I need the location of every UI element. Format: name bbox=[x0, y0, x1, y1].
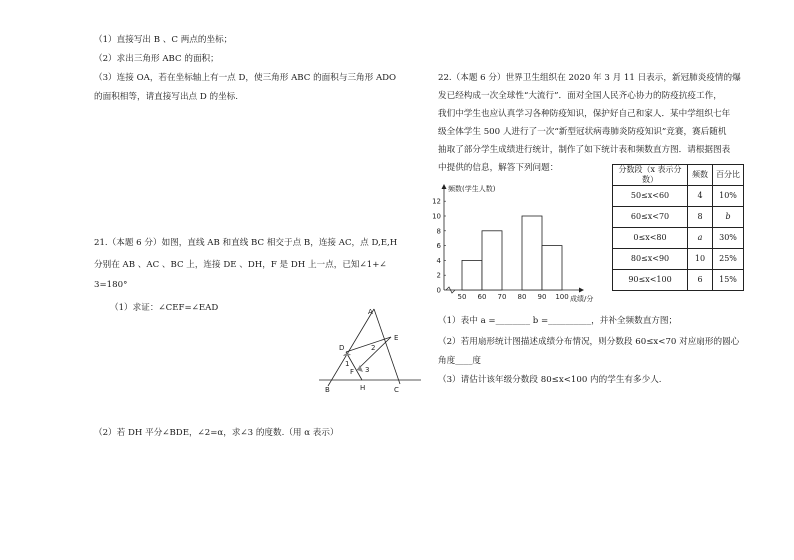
table-header-cell: 分数段（x 表示分数） bbox=[613, 165, 688, 186]
label-f: F bbox=[350, 368, 355, 376]
line-ac bbox=[374, 309, 400, 384]
q22-sub1: （1）表中 a =________ b =__________，并补全频数直方图； bbox=[438, 316, 678, 326]
y-tick-label: 0 bbox=[436, 286, 441, 295]
q21-part2: （2）若 DH 平分∠BDE，∠2=α，求∠3 的度数.（用 α 表示） bbox=[94, 428, 339, 438]
histogram-bar bbox=[542, 246, 562, 290]
table-row bbox=[613, 249, 744, 270]
table-cell: 4 bbox=[688, 186, 713, 207]
table-cell: 60≤x<70 bbox=[613, 207, 688, 228]
q22-sub2: （2）若用扇形统计图描述成绩分布情况，则分数段 60≤x<70 对应扇形的圆心 bbox=[438, 337, 740, 347]
label-angle-1: 1 bbox=[345, 360, 350, 368]
q20-part3-cont: 的面积相等，请直接写出点 D 的坐标. bbox=[94, 92, 238, 102]
label-e: E bbox=[394, 334, 399, 342]
q22-line2: 发已经构成一次全球性“大流行”．面对全国人民齐心协力的防疫抗疫工作， bbox=[438, 91, 722, 101]
y-axis-arrow bbox=[442, 184, 447, 189]
q22-line6: 中提供的信息，解答下列问题： bbox=[438, 163, 559, 173]
label-d: D bbox=[339, 344, 345, 352]
x-tick-label: 100 bbox=[555, 293, 569, 301]
q22-line5: 抽取了部分学生成绩进行统计，制作了如下统计表和频数直方图．请根据图表 bbox=[438, 145, 731, 155]
label-h: H bbox=[360, 384, 366, 392]
table-header-cell: 百分比 bbox=[713, 165, 744, 186]
table-cell: 8 bbox=[688, 207, 713, 228]
table-cell: 10% bbox=[713, 186, 744, 207]
x-tick-label: 50 bbox=[457, 293, 467, 301]
table-header-cell: 频数 bbox=[688, 165, 713, 186]
q21-part1: （1）求证：∠CEF=∠EAD bbox=[110, 303, 219, 313]
table-cell: 15% bbox=[713, 270, 744, 291]
angle-1-mark bbox=[343, 353, 351, 356]
y-tick-label: 2 bbox=[436, 271, 441, 280]
table-row bbox=[613, 270, 744, 291]
histogram-bar bbox=[462, 260, 482, 290]
x-tick-label: 90 bbox=[537, 293, 547, 301]
y-tick-label: 8 bbox=[436, 227, 441, 236]
q21-line1: 21.（本题 6 分）如图，直线 AB 和直线 BC 相交于点 B，连接 AC，点 D,E,H bbox=[94, 238, 398, 248]
table-cell: 30% bbox=[713, 228, 744, 249]
q20-part3: （3）连接 OA，若在坐标轴上有一点 D，使三角形 ABC 的面积与三角形 ADO bbox=[94, 73, 397, 83]
table-cell: 25% bbox=[713, 249, 744, 270]
label-angle-3: 3 bbox=[365, 366, 370, 374]
table-cell: 6 bbox=[688, 270, 713, 291]
q21-line3: 3=180° bbox=[94, 280, 128, 290]
label-c: C bbox=[394, 386, 399, 394]
table-cell: a bbox=[688, 228, 713, 249]
x-axis-arrow bbox=[579, 288, 584, 293]
label-a: A bbox=[368, 308, 373, 316]
frequency-histogram bbox=[432, 178, 602, 306]
table-row bbox=[613, 228, 744, 249]
table-cell: 0≤x<80 bbox=[613, 228, 688, 249]
histogram-bar bbox=[482, 231, 502, 290]
x-axis-label: 成绩/分 bbox=[570, 295, 594, 303]
q21-line2: 分别在 AB 、AC 、BC 上，连接 DE 、DH，F 是 DH 上一点，已知∠1+∠ bbox=[94, 260, 387, 270]
table-header-row bbox=[613, 165, 744, 186]
q22-line4: 级全体学生 500 人进行了一次“新型冠状病毒肺炎防疫知识”竞赛，赛后随机 bbox=[438, 127, 727, 137]
table-row bbox=[613, 186, 744, 207]
q22-sub3: （3）请估计该年级分数段 80≤x<100 内的学生有多少人. bbox=[438, 375, 662, 385]
y-tick-label: 12 bbox=[432, 197, 441, 206]
histogram-bar bbox=[522, 216, 542, 290]
q20-part2: （2）求出三角形 ABC 的面积； bbox=[94, 54, 219, 64]
q22-line1: 22.（本题 6 分）世界卫生组织在 2020 年 3 月 11 日表示，新冠肺炎疫情的爆 bbox=[438, 73, 741, 83]
x-tick-label: 80 bbox=[517, 293, 527, 301]
x-tick-label: 70 bbox=[497, 293, 507, 301]
y-axis-label: 频数(学生人数) bbox=[448, 185, 496, 193]
y-tick-label: 10 bbox=[432, 212, 441, 221]
q22-line3: 我们中学生也应认真学习各种防疫知识，保护好自己和家人．某中学组织七年 bbox=[438, 109, 731, 119]
y-tick-label: 6 bbox=[436, 242, 441, 251]
x-tick-label: 60 bbox=[477, 293, 487, 301]
table-cell: 50≤x<60 bbox=[613, 186, 688, 207]
q20-part1: （1）直接写出 B 、C 两点的坐标； bbox=[94, 35, 233, 45]
label-angle-2: 2 bbox=[371, 344, 376, 352]
y-tick-label: 4 bbox=[436, 256, 441, 265]
table-row bbox=[613, 207, 744, 228]
line-ef bbox=[357, 337, 391, 370]
table-cell: 90≤x<100 bbox=[613, 270, 688, 291]
table-cell: 10 bbox=[688, 249, 713, 270]
table-cell: 80≤x<90 bbox=[613, 249, 688, 270]
frequency-table bbox=[612, 164, 744, 291]
angle-3-mark bbox=[357, 365, 363, 372]
table-cell: b bbox=[713, 207, 744, 228]
q22-sub2-cont: 角度____度 bbox=[438, 356, 481, 366]
geometry-figure bbox=[316, 304, 426, 394]
label-b: B bbox=[325, 386, 330, 394]
